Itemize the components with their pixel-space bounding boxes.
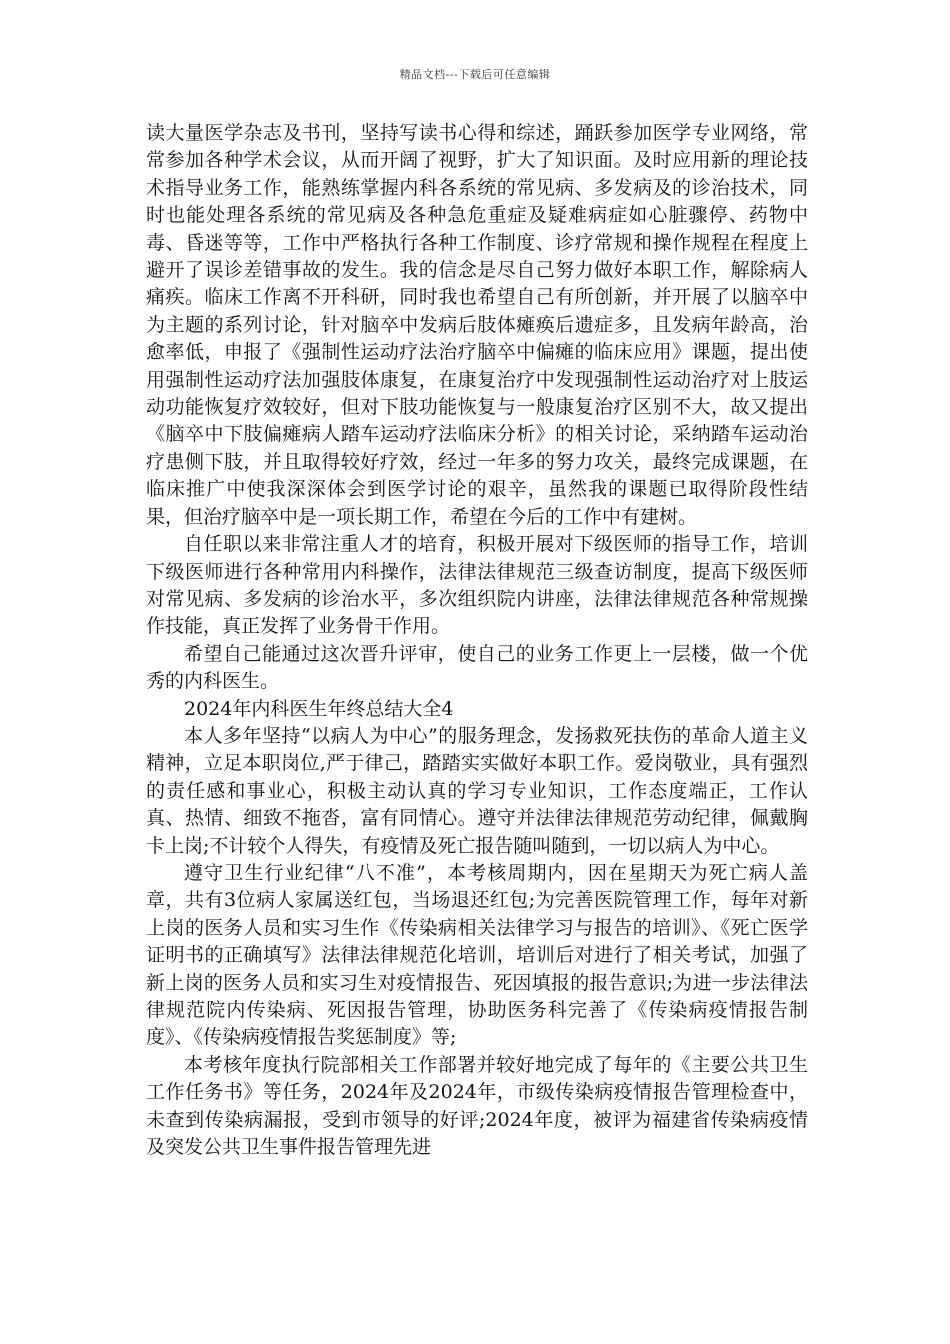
paragraph: 本人多年坚持“以病人为中心”的服务理念，发扬救死扶伤的革命人道主义精神，立足本职岗位,严于律己，踏踏实实做好本职工作。爱岗敬业，具有强烈的责任感和事业心，积极主动认真的学习专业知识，工作态度端正，工作认真、热情、细致不拖沓，富有同情心。遵守并法律法律规范劳动纪律，佩戴胸卡上岗;不计较个人得失，有疫情及死亡报告随叫随到，一切以病人为中心。 bbox=[146, 724, 808, 857]
paragraph: 遵守卫生行业纪律“八不准”，本考核周期内，因在星期天为死亡病人盖章，共有3位病人家属送红包，当场退还红包;为完善医院管理工作，每年对新上岗的医务人员和实习生作《传染病相关法律学习与报告的培训》、《死亡医学证明书的正确填写》法律法律规范化培训，培训后对进行了相关考试，加强了新上岗的医务人员和实习生对疫情报告、死因填报的报告意识;为进一步法律法律规范院内传染病、死因报告管理，协助医务科完善了《传染病疫情报告制度》、《传染病疫情报告奖惩制度》等; bbox=[146, 861, 808, 1049]
document-body bbox=[146, 120, 808, 1161]
paragraph: 本考核年度执行院部相关工作部署并较好地完成了每年的《主要公共卫生工作任务书》等任务，2024年及2024年，市级传染病疫情报告管理检查中，未查到传染病漏报，受到市领导的好评;2024年度，被评为福建省传染病疫情及突发公共卫生事件报告管理先进 bbox=[146, 1053, 808, 1159]
paragraph: 自任职以来非常注重人才的培育，积极开展对下级医师的指导工作，培训下级医师进行各种常用内科操作，法律法律规范三级查访制度，提高下级医师对常见病、多发病的诊治水平，多次组织院内讲座，法律法律规范各种常规操作技能，真正发挥了业务骨干作用。 bbox=[146, 533, 808, 638]
section-heading: 2024年内科医生年终总结大全4 bbox=[184, 697, 454, 720]
paragraph: 希望自己能通过这次晋升评审，使自己的业务工作更上一层楼，做一个优秀的内科医生。 bbox=[146, 642, 808, 693]
page-header: 精品文档---下载后可任意编辑 bbox=[399, 68, 551, 81]
paragraph: 读大量医学杂志及书刊，坚持写读书心得和综述，踊跃参加医学专业网络，常常参加各种学术会议，从而开阔了视野，扩大了知识面。及时应用新的理论技术指导业务工作，能熟练掌握内科各系统的常见病、多发病及的诊治技术，同时也能处理各系统的常见病及各种急危重症及疑难病症如心脏骤停、药物中毒、昏迷等等，工作中严格执行各种工作制度、诊疗常规和操作规程在程度上避开了误诊差错事故的发生。我的信念是尽自己努力做好本职工作，解除病人痛疾。临床工作离不开科研，同时我也希望自己有所创新，并开展了以脑卒中为主题的系列讨论，针对脑卒中发病后肢体瘫痪后遗症多，且发病年龄高，治愈率低，申报了《强制性运动疗法治疗脑卒中偏瘫的临床应用》课题，提出使用强制性运动疗法加强肢体康复，在康复治疗中发现强制性运动治疗对上肢运动功能恢复疗效较好，但对下肢功能恢复与一般康复治疗区别不大，故又提出《脑卒中下肢偏瘫病人踏车运动疗法临床分析》的相关讨论，采纳踏车运动治疗患侧下肢，并且取得较好疗效，经过一年多的努力攻关，最终完成课题，在临床推广中使我深深体会到医学讨论的艰辛，虽然我的课题已取得阶段性结果，但治疗脑卒中是一项长期工作，希望在今后的工作中有建树。 bbox=[146, 122, 808, 528]
